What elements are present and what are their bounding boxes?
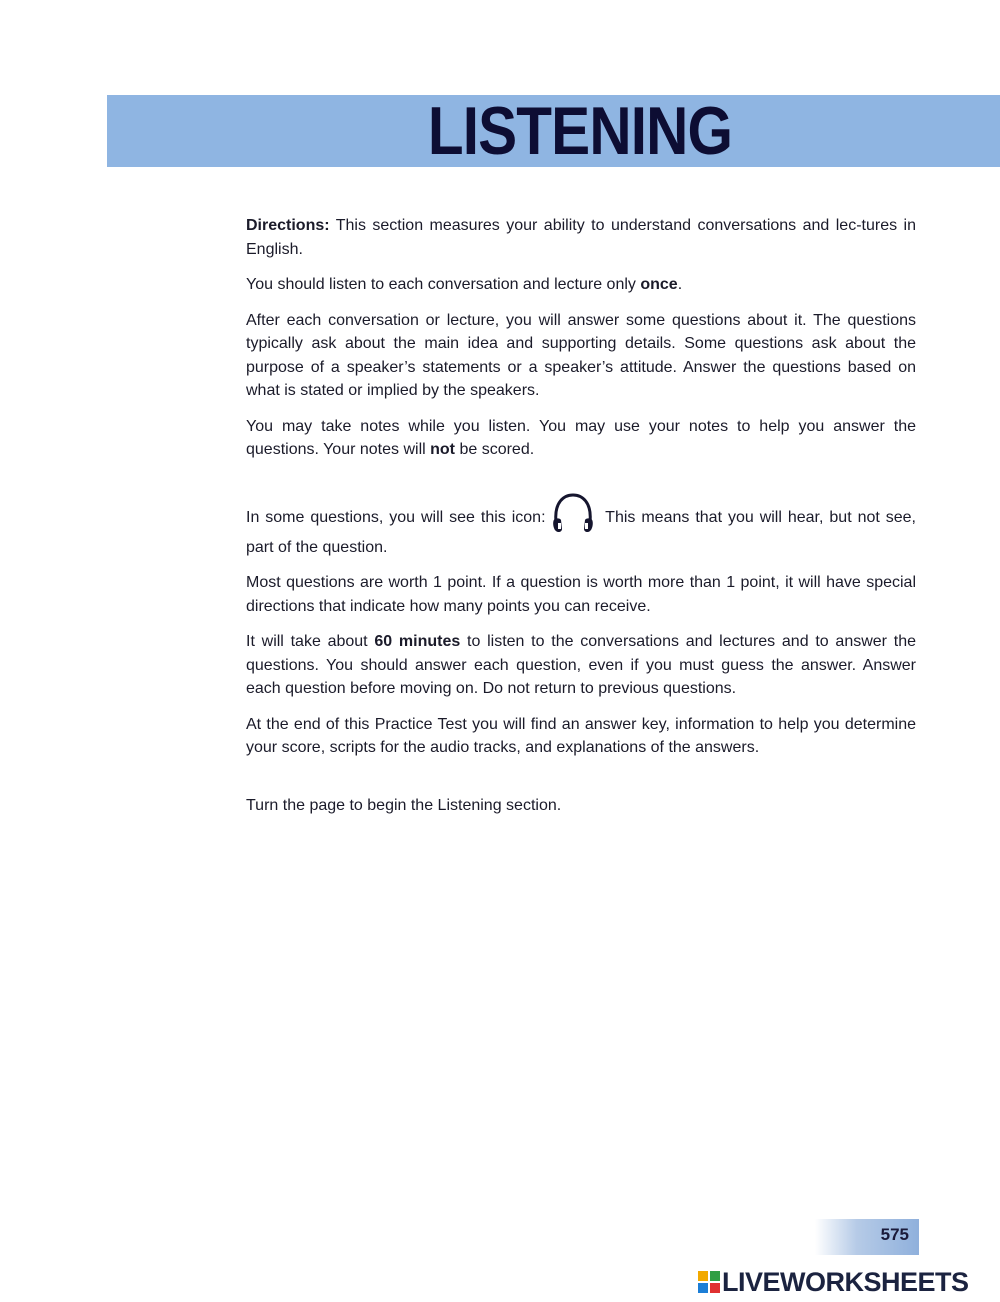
liveworksheets-logo-icon [698,1271,720,1293]
page-number-box [815,1219,919,1255]
answer-key-paragraph: At the end of this Practice Test you will find an answer key, information to help you determine your score, scripts for the audio tracks, and explanations of the answers. [246,715,916,756]
directions-section [246,214,916,829]
page-number: 575 [880,1225,909,1244]
headphones-icon [550,492,596,536]
watermark [698,1265,969,1299]
questions-paragraph: After each conversation or lecture, you will answer some questions about it. The questions typically ask about the main idea and supporting details. Some questions ask about the purpose of a speaker’s statements or a speaker’s attitude. Answer the questions based on what is stated or implied by the speakers. [246,311,916,399]
directions-label: Directions: [246,217,330,234]
notes-paragraph: You may take notes while you listen. You may use your notes to help you answer the questions. Your notes will not be scored. [246,417,916,458]
listen-once-paragraph: You should listen to each conversation and lecture only once. [246,276,683,293]
timing-paragraph: It will take about 60 minutes to listen to the conversations and lectures and to answer the questions. You should answer each question, even if you must guess the answer. Answer each question before moving on. Do not return to previous questions. [246,633,916,697]
watermark-text: LIVEWORKSHEETS [722,1266,969,1297]
page-title: LISTENING [427,93,733,169]
points-paragraph: Most questions are worth 1 point. If a question is worth more than 1 point, it will have special directions that indicate how many points you can receive. [246,574,916,615]
icon-paragraph: In some questions, you will see this icon: This means that you will hear, but not see, part of the question. [246,492,916,560]
directions-paragraph: Directions: This section measures your ability to understand conversations and lec-tures in English. [246,217,916,258]
turn-page-paragraph: Turn the page to begin the Listening section. [246,796,562,814]
